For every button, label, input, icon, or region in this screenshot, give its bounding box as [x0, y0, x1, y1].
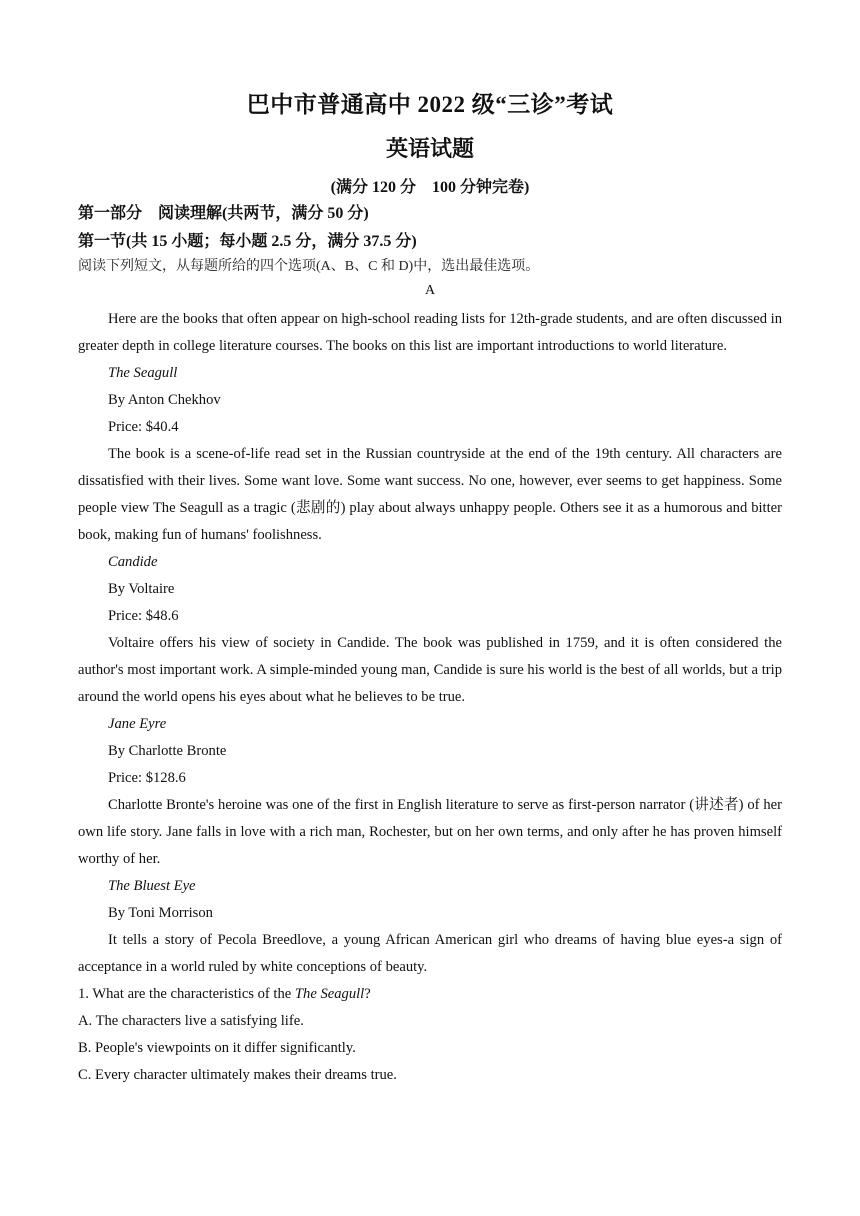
score-info: (满分 120 分 100 分钟完卷): [330, 179, 530, 196]
question-stem-suffix: ?: [364, 986, 371, 1002]
question-option-c: C. Every character ultimately makes their dreams true.: [78, 1067, 397, 1083]
passage-body: [78, 306, 782, 1089]
book-author: By Anton Chekhov: [108, 392, 221, 408]
question-option-a: A. The characters live a satisfying life.: [78, 1013, 304, 1029]
book-price: Price: $40.4: [108, 419, 179, 435]
passage-letter: A: [424, 283, 436, 298]
book-description: Voltaire offers his view of society in Candide. The book was published in 1759, and it is often considered the author's most important work. A simple-minded young man, Candide is sure his world is the best of all worlds, but a trip around the world opens his eyes about what he believes to be true.: [78, 635, 782, 705]
instruction-text: 阅读下列短文，从每题所给的四个选项(A、B、C 和 D)中，选出最佳选项。: [78, 259, 540, 274]
section-heading: 第一节(共 15 小题；每小题 2.5 分，满分 37.5 分): [78, 233, 417, 250]
book-title: Candide: [108, 554, 158, 570]
question-stem-title: The Seagull: [294, 986, 365, 1002]
book-description: The book is a scene-of-life read set in the Russian countryside at the end of the 19th century. All characters are dissatisfied with their lives. Some want love. Some want success. No one, however, ever seems to get happiness. Some people view The Seagull as a tragic (悲剧的) play about always unhappy people. Others see it as a humorous and bitter book, making fun of humans' foolishness.: [78, 446, 782, 543]
book-description: It tells a story of Pecola Breedlove, a young African American girl who dreams of having blue eyes-a sign of acceptance in a world ruled by white conceptions of beauty.: [78, 932, 782, 975]
book-author: By Charlotte Bronte: [108, 743, 227, 759]
question-option-b: B. People's viewpoints on it differ significantly.: [78, 1040, 356, 1056]
book-author: By Toni Morrison: [108, 905, 213, 921]
part-heading: 第一部分 阅读理解(共两节，满分 50 分): [78, 205, 369, 222]
passage-intro: Here are the books that often appear on high-school reading lists for 12th-grade students, and are often discussed in greater depth in college literature courses. The books on this list are important introductions to world literature.: [78, 311, 782, 354]
book-title: The Bluest Eye: [108, 878, 196, 894]
exam-title: 巴中市普通高中 2022 级“三诊”考试: [246, 92, 614, 117]
book-author: By Voltaire: [108, 581, 175, 597]
book-price: Price: $48.6: [108, 608, 179, 624]
book-description: Charlotte Bronte's heroine was one of the first in English literature to serve as first-person narrator (讲述者) of her own life story. Jane falls in love with a rich man, Rochester, but on her own terms, and only after he has proven himself worthy of her.: [78, 797, 782, 867]
question-stem-prefix: 1. What are the characteristics of the: [78, 986, 295, 1002]
question-stem: [78, 981, 782, 1008]
subject-title: 英语试题: [385, 136, 474, 161]
book-title: Jane Eyre: [108, 716, 167, 732]
book-price: Price: $128.6: [108, 770, 186, 786]
book-title: The Seagull: [108, 365, 178, 381]
